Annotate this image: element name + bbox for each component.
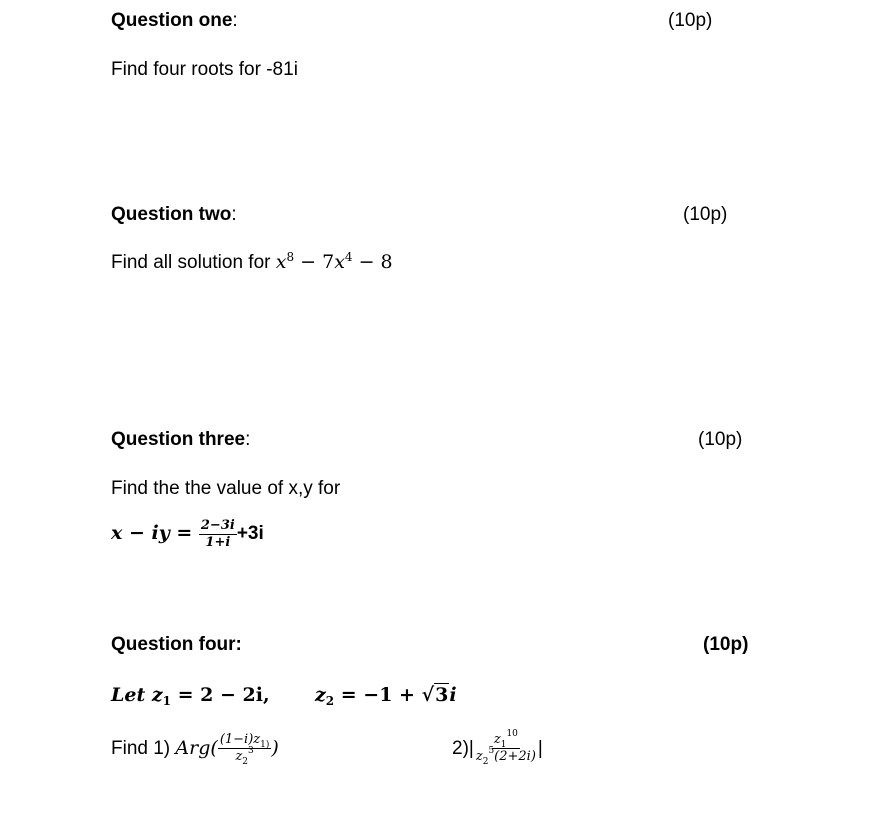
question-two-points: (10p) [683,204,728,225]
question-one-points: (10p) [668,10,713,31]
mod-num-sub: 1 [500,740,507,750]
z2-value: = −1 + [334,684,422,706]
modulus-close: | [537,737,543,759]
mod-den-exp: 5 [488,746,495,757]
arg-function: Arg( [175,736,218,759]
eq-exp-8: 8 [286,250,295,264]
part-two-prefix: 2)| [452,737,474,759]
question-three-text: Find the the value of x,y for [111,478,341,499]
z2-subscript: 2 [325,694,335,708]
question-four-title: Question four: [111,634,242,655]
let-z: Let z [111,684,163,706]
mod-den-z: z [475,749,483,765]
find-part-two [452,729,543,768]
arg-den-exp: 3 [248,746,254,757]
mod-den-tail: (2+2i) [494,749,536,765]
mod-num-exp: 10 [506,729,518,739]
equation-lhs: x − iy = [111,522,199,545]
eq-exp-4: 4 [344,250,353,264]
find-prefix: Find 1) [111,737,176,759]
question-four-points: (10p) [703,634,749,655]
sqrt-symbol: √3 [421,684,449,706]
title-colon: : [231,204,237,225]
z2-var: z [315,684,326,706]
title-colon: : [245,429,251,450]
question-two-text [111,251,393,274]
title-text: Question one [111,10,233,31]
sqrt-radicand: 3 [435,684,449,706]
question-one-title [111,10,238,32]
question-three-title [111,429,250,451]
question-two-title [111,204,237,226]
arg-den-z: z [235,749,243,765]
title-text: Question two [111,204,232,225]
fraction [199,519,237,551]
equation-tail: +3i [236,523,264,545]
eq-var-x2: x [334,251,345,273]
modulus-fraction [474,729,538,768]
fraction-numerator: 2−3i [199,519,237,535]
arg-numerator [218,733,272,749]
z2-definition [315,684,457,706]
equation [276,251,393,273]
title-colon: : [232,10,238,31]
arg-num-sub: 1) [260,740,270,750]
title-text: Question three [111,429,246,450]
arg-fraction [218,732,272,768]
modulus-numerator [492,729,520,750]
arg-den-sub: 2 [242,757,249,768]
eq-term-8: − 8 [352,251,393,273]
z1-subscript: 1 [162,694,171,708]
arg-denominator [233,746,255,768]
mod-den-sub: 2 [482,757,489,768]
z1-definition [111,684,270,706]
question-three-equation [111,519,264,551]
fraction-denominator: 1+i [205,535,231,551]
modulus-denominator [474,746,538,768]
z1-value: = 2 − 2i, [171,684,270,706]
find-part-one [111,732,279,768]
arg-num-text: (1−i)z [219,732,261,747]
arg-close: ) [271,736,279,759]
question-one-text: Find four roots for -81i [111,59,298,80]
z2-imag-unit: i [449,684,457,706]
eq-var-x: x [275,251,287,273]
question-three-points: (10p) [698,429,743,450]
mod-num-z: z [493,732,501,747]
eq-term-7: − 7 [294,251,335,273]
question-two-label: Find all solution for [111,252,276,273]
